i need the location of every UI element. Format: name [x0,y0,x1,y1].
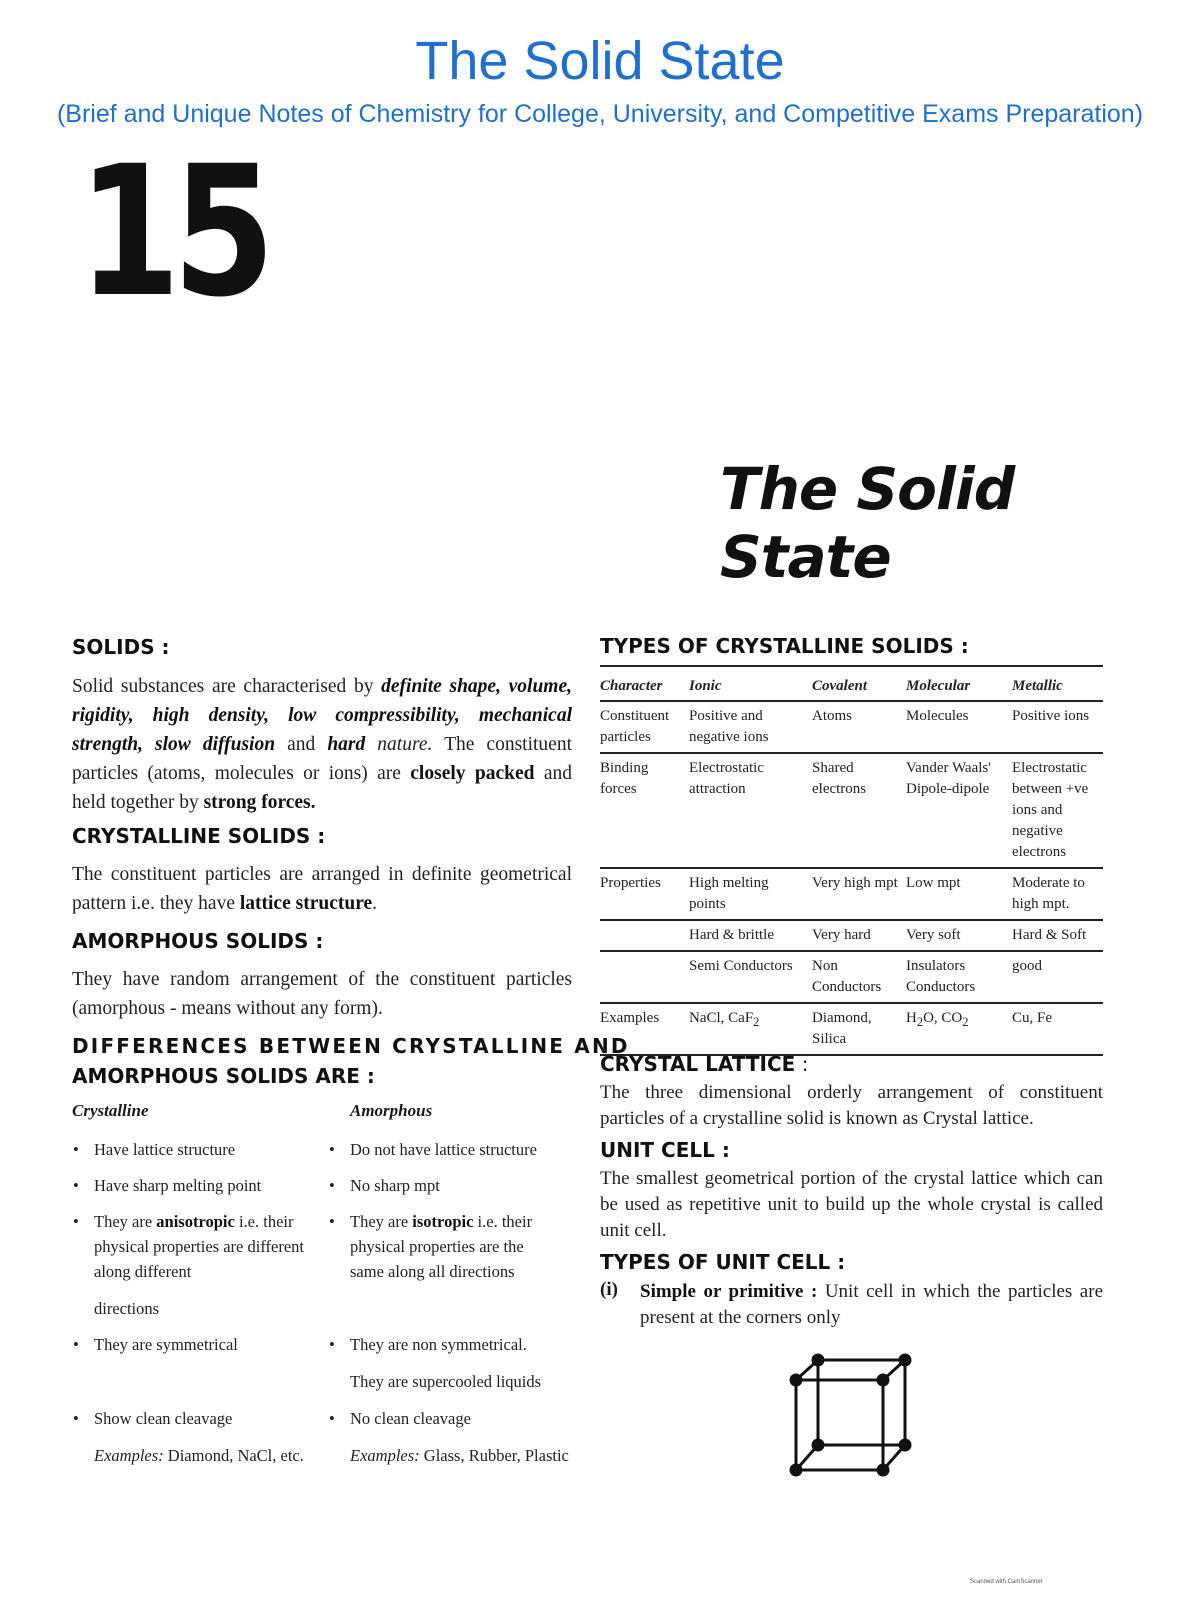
corner-particle [812,1354,825,1367]
crystalline-paragraph: The constituent particles are arranged in definite geometrical pattern i.e. they have lattice structure. [72,864,572,914]
corner-particle [877,1374,890,1387]
unit-cell-paragraph: The smallest geometrical portion of the crystal lattice which can be used as repetitive unit to build up the whole crystal is called unit cell. [600,1168,1103,1241]
table-row [600,701,1103,753]
cell-label: Constituent particles [600,701,689,753]
cell-molecular: Molecules [906,701,1012,753]
cell-label [600,951,689,1003]
corner-particle [812,1439,825,1452]
amorphous-heading: AMORPHOUS SOLIDS : [72,929,324,953]
differences-heading-line1: DIFFERENCES BETWEEN CRYSTALLINE AND [72,1034,630,1058]
amorphous-examples: Examples: Glass, Rubber, Plastic [350,1446,569,1465]
cell-molecular: Insulators Conductors [906,951,1012,1003]
header-ionic: Ionic [689,666,812,701]
simple-cubic-unit-cell-diagram [780,1350,920,1480]
table-row [600,753,1103,868]
cell-label: Properties [600,868,689,920]
cell-covalent: Very high mpt [812,868,906,920]
cell-label [600,920,689,951]
cell-label: Examples [600,1003,689,1055]
scanner-watermark: Scanned with CamScanner [970,1579,1043,1585]
crystalline-types-table [600,665,1103,1056]
differences-heading-line2: AMORPHOUS SOLIDS ARE : [72,1064,375,1088]
chapter-number: 15 [78,128,268,337]
corner-particle [790,1464,803,1477]
crystalline-heading: CRYSTALLINE SOLIDS : [72,824,326,848]
cell-ionic: Positive and negative ions [689,701,812,753]
cell-metallic: Cu, Fe [1012,1003,1103,1055]
header-covalent: Covalent [812,666,906,701]
solids-paragraph: Solid substances are characterised by definite shape, volume, rigidity, high density, low compressibility, mechanical strength, slow diffusion and hard nature. The constituent particles (atoms, molecules or ions) are closely packed and held together by strong forces. [72,676,573,813]
cell-covalent: Atoms [812,701,906,753]
crystalline-examples: Examples: Diamond, NaCl, etc. [94,1446,304,1465]
cell-molecular: Vander Waals' Dipole-dipole [906,753,1012,868]
cell-covalent: Non Conductors [812,951,906,1003]
table-row [600,1003,1103,1055]
corner-particle [790,1374,803,1387]
cell-covalent: Very hard [812,920,906,951]
cell-molecular: Low mpt [906,868,1012,920]
solids-heading: SOLIDS : [72,635,170,659]
types-crystalline-heading: TYPES OF CRYSTALLINE SOLIDS : [600,634,969,658]
crystal-lattice-paragraph: The three dimensional orderly arrangement of constituent particles of a crystalline solid is known as Crystal lattice. [600,1082,1103,1129]
table-row [600,868,1103,920]
cell-ionic: High melting points [689,868,812,920]
amorphous-point-1: • Do not have lattice structure [329,1140,537,1159]
cell-metallic: Electrostatic between +ve ions and negative electrons [1012,753,1103,868]
amorphous-point-4: • They are non symmetrical. [329,1335,527,1354]
header-metallic: Metallic [1012,666,1103,701]
crystalline-point-4: • They are symmetrical [73,1335,238,1354]
cell-molecular: $H_2O$, $CO_2$ [906,1003,1012,1055]
cell-ionic: NaCl, CaF$_2$ [689,1003,812,1055]
types-unit-cell-heading: TYPES OF UNIT CELL : [600,1250,846,1274]
list-marker: (i) [600,1279,618,1300]
cell-label: Binding forces [600,753,689,868]
crystalline-point-2: • Have sharp melting point [73,1176,262,1195]
unit-cell-heading: UNIT CELL : [600,1138,730,1162]
cell-metallic: Moderate to high mpt. [1012,868,1103,920]
amorphous-point-5: • No clean cleavage [329,1409,471,1428]
crystal-lattice-heading: CRYSTAL LATTICE : [600,1052,809,1076]
cell-molecular: Very soft [906,920,1012,951]
site-title: The Solid State [415,31,785,91]
cell-ionic: Electrostatic attraction [689,753,812,868]
crystalline-point-1: • Have lattice structure [73,1140,236,1159]
corner-particle [899,1439,912,1452]
simple-unit-cell-description: Simple or primitive : Unit cell in which the particles are present at the corners only [640,1281,1104,1328]
amorphous-point-2: • No sharp mpt [329,1176,440,1195]
amorphous-point-3: • They are isotropic i.e. their physical properties are the same along all directions [329,1212,533,1281]
crystalline-point-5: • Show clean cleavage [73,1409,233,1428]
corner-particle [899,1354,912,1367]
amorphous-paragraph: They have random arrangement of the constituent particles (amorphous - means without any form). [72,969,572,1019]
cell-metallic: Positive ions [1012,701,1103,753]
amorphous-point-4-continued: They are supercooled liquids [350,1372,542,1391]
crystalline-column-header: Crystalline [72,1101,149,1120]
table-row [600,920,1103,951]
cell-covalent: Diamond, Silica [812,1003,906,1055]
crystalline-point-3-continued: directions [94,1299,160,1318]
cell-covalent: Shared electrons [812,753,906,868]
table-row [600,951,1103,1003]
crystalline-point-3: • They are anisotropic i.e. their physical properties are different along different [73,1212,304,1281]
cell-metallic: good [1012,951,1103,1003]
cell-metallic: Hard & Soft [1012,920,1103,951]
table-header-row [600,666,1103,701]
site-subtitle: (Brief and Unique Notes of Chemistry for College, University, and Competitive Exams Preparation) [56,100,1144,128]
header-molecular: Molecular [906,666,1012,701]
header-character: Character [600,666,689,701]
corner-particle [877,1464,890,1477]
cell-ionic: Hard & brittle [689,920,812,951]
amorphous-column-header: Amorphous [350,1101,433,1120]
cell-ionic: Semi Conductors [689,951,812,1003]
chapter-title: The Solid State [720,455,1015,591]
